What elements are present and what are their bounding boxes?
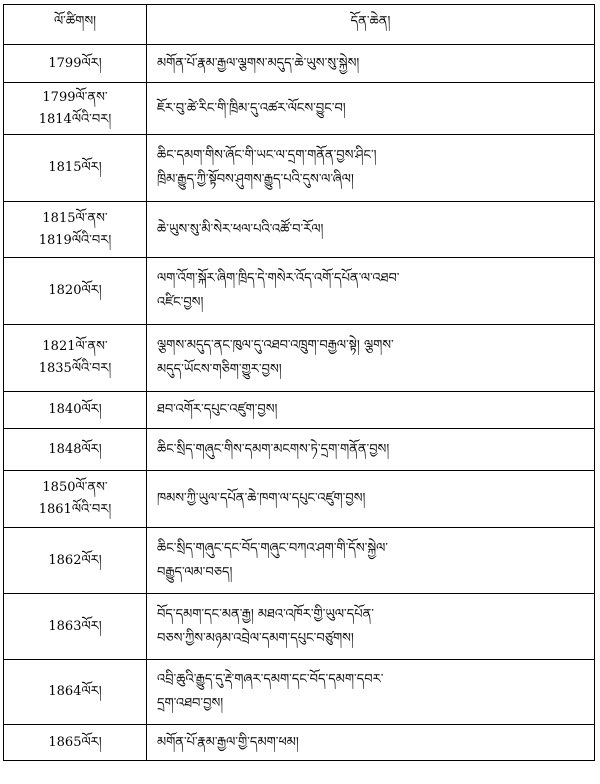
event-cell bbox=[147, 83, 595, 135]
event-text: ཁམས་ཀྱི་ཡུལ་དཔོན་ཆེ་ཁག་ལ་དཔུང་འཛུག་བྱས། bbox=[157, 491, 366, 506]
year-text: 1814ལོའི་བར། bbox=[38, 111, 112, 127]
event-text: ཆིང་སྲིད་གཞུང་དང་བོད་གཞུང་བཀའ་ཤག་གི་དོས་སྐྱེལ་ bbox=[157, 540, 389, 556]
event-text: ལག་འོག་སྐོར་ཞིག་ཁྲིད་དེ་གསེར་འོད་འགོ་དཔོན་ལ་འཐབ་ bbox=[157, 271, 400, 286]
year-text: 1864ལོར། bbox=[48, 684, 102, 699]
year-column-header: ལོ་ཚིགས། bbox=[4, 5, 147, 45]
year-text: 1861ལོའི་བར། bbox=[38, 502, 112, 517]
event-cell bbox=[147, 325, 595, 392]
table-row bbox=[4, 429, 595, 471]
year-text: 1820ལོར། bbox=[48, 283, 102, 298]
event-text: བོད་དམག་དང་མན་རྒྱ། མཐའ་འཁོར་གྱི་ཡུལ་དཔོན་ bbox=[157, 606, 375, 622]
year-cell bbox=[4, 258, 147, 325]
year-cell bbox=[4, 135, 147, 202]
event-text: ཁྲིམ་རྒྱུད་ཀྱི་སྟོབས་ཤུགས་རྒྱུད་པའི་དུས་ལ་ཞིལ། bbox=[157, 172, 354, 187]
event-cell bbox=[147, 258, 595, 325]
year-text: 1819ལོའི་བར། bbox=[38, 232, 112, 248]
timeline-table bbox=[3, 4, 595, 761]
table-row bbox=[4, 202, 595, 258]
table-row bbox=[4, 725, 595, 761]
event-cell bbox=[147, 429, 595, 471]
event-cell bbox=[147, 135, 595, 202]
event-text: མགོན་པོ་རྣམ་རྒྱལ་གྱི་དམག་ཕམ། bbox=[157, 734, 299, 750]
event-column-header: དོན་ཆེན། bbox=[147, 5, 595, 45]
year-text: 1840ལོར། bbox=[48, 402, 102, 417]
event-cell bbox=[147, 202, 595, 258]
year-text: 1799ལོ་ནས་ bbox=[42, 89, 108, 105]
event-text: མདུད་ཡོངས་གཅིག་གྱུར་བྱས། bbox=[157, 362, 282, 377]
year-cell bbox=[4, 471, 147, 528]
event-text: ཆེ་ཡུས་སུ་མི་སེར་ཕལ་པའི་འཚོ་བ་རོལ། bbox=[157, 221, 324, 237]
table-row bbox=[4, 325, 595, 392]
event-text: འཛིང་བྱས། bbox=[157, 295, 204, 310]
year-text: 1815ལོར། bbox=[48, 160, 102, 175]
year-text: 1815ལོ་ནས་ bbox=[42, 210, 108, 226]
year-text: 1799ལོར། bbox=[48, 55, 102, 71]
year-cell bbox=[4, 83, 147, 135]
event-text: ཆིང་སྲིད་གཞུང་གིས་དམག་མངགས་ཏེ་དྲག་གནོན་བྱས། bbox=[157, 441, 390, 457]
year-cell bbox=[4, 429, 147, 471]
year-cell bbox=[4, 392, 147, 429]
year-cell bbox=[4, 45, 147, 83]
table-row bbox=[4, 258, 595, 325]
event-cell bbox=[147, 660, 595, 725]
year-cell bbox=[4, 528, 147, 594]
event-text: དྲག་འཐབ་བྱས། bbox=[157, 696, 224, 711]
event-text: འབྲི་ཆུའི་རྒྱུད་དུ་རྡེ་གཞར་དམག་དང་བོད་དམག་དབར་ bbox=[157, 672, 384, 687]
year-cell bbox=[4, 725, 147, 761]
event-text: མགོན་པོ་རྣམ་རྒྱལ་ལྕགས་མདུད་ཆེ་ཡུས་སུ་སྐྱེས། bbox=[157, 55, 360, 71]
table-row bbox=[4, 594, 595, 660]
table-row bbox=[4, 660, 595, 725]
year-cell bbox=[4, 594, 147, 660]
year-text: 1848ལོར། bbox=[48, 441, 102, 457]
event-cell bbox=[147, 725, 595, 761]
event-cell bbox=[147, 594, 595, 660]
year-cell bbox=[4, 660, 147, 725]
event-text: ཇོར་བུ་ཚེ་རིང་གི་ཁྲིམ་དུ་འཚར་ལོངས་བྱུང་བ། bbox=[157, 100, 346, 116]
event-text: ལྕགས་མདུད་ནང་ཁུལ་དུ་འཐབ་འཁྲུག་བརྒྱལ་སྟེ། ལྕགས་ bbox=[157, 338, 394, 353]
year-text: 1835ལོའི་བར། bbox=[38, 361, 112, 376]
year-text: 1850ལོ་ནས་ bbox=[42, 480, 108, 495]
table-body bbox=[4, 45, 595, 761]
year-text: 1863ལོར། bbox=[48, 618, 102, 634]
year-text: 1821ལོ་ནས་ bbox=[42, 339, 108, 354]
year-text: 1862ལོར། bbox=[48, 552, 102, 568]
year-cell bbox=[4, 202, 147, 258]
year-text: 1865ལོར། bbox=[48, 734, 102, 750]
header-row bbox=[4, 5, 595, 45]
table-row bbox=[4, 528, 595, 594]
table-row bbox=[4, 83, 595, 135]
year-cell bbox=[4, 325, 147, 392]
event-text: ཆིང་དམག་གིས་ཞོང་གི་ཡང་ལ་དྲག་གནོན་བྱས་ཤིང་། bbox=[157, 148, 377, 163]
event-cell bbox=[147, 471, 595, 528]
event-text: བཅས་ཀྱིས་མཉམ་འབྲེལ་དམག་དཔུང་བཙུགས། bbox=[157, 630, 354, 646]
event-text: བརྒྱུད་ལམ་བཅད། bbox=[157, 564, 233, 580]
table-row bbox=[4, 45, 595, 83]
event-cell bbox=[147, 528, 595, 594]
event-text: ཐབ་འགོར་དཔུང་འཛུག་བྱས། bbox=[157, 402, 278, 417]
table-row bbox=[4, 135, 595, 202]
event-cell bbox=[147, 392, 595, 429]
event-cell bbox=[147, 45, 595, 83]
table-row bbox=[4, 471, 595, 528]
table-row bbox=[4, 392, 595, 429]
